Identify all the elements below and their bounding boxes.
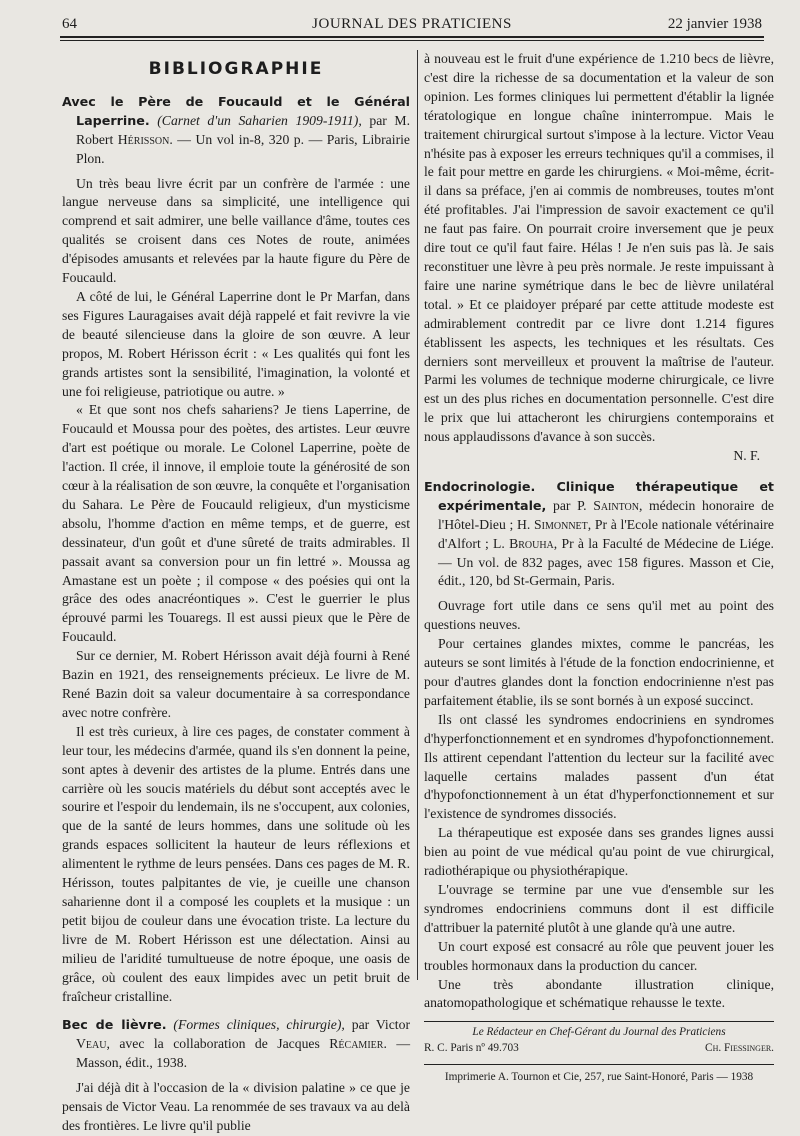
review-signature: N. F. [733,448,760,464]
paragraph: Ils ont classé les syndromes endocriniens en syndromes d'hyperfonctionnement et en syndromes d'hypofonctionnement. Ils attirent cependant l'attention du lecteur sur la facilité avec laquelle certains malades passent d'un état d'hypofonctionnement à un état d'hyperfonctionnement et sur l'existence de syndromes dissociés. [424,711,774,822]
imprint-rule [424,1021,774,1022]
paragraph-split-start: J'ai déjà dit à l'occasion de la « division palatine » ce que je pensais de Victor Veau. La renommée de ses travaux va au delà des frontières. Le livre qu'il publie [62,1080,410,1133]
left-column [62,50,410,1136]
paragraph: Il est très curieux, à lire ces pages, de constater comment à leur tour, les médecins d'armée, quand ils s'en donnent la peine, sont aptes à devenir des artistes de la plume. Entrés dans une carrière où les soucis matériels du début sont acceptés avec le sourire et l'espoir du lendemain, ils ne s'occupent, aux colonies, que de la santé de leurs hommes, dans une solitude où les grands espaces sollicitent la hauteur de leurs réflexions et alimentent le rythme de leurs pensées. Dans ces pages de M. R. Hérisson, toutes palpitantes de vie, je cueille une chanson saharienne dont il a composé les couplets et la musique : un petit bijou de couleur dans une évocation triste. La lecture du livre de M. Robert Hérisson est une délectation. Ainsi au milieu de l'aridité tumultueuse de notre époque, une oasis de grâce, où coulent des eaux limpides avec un petit bruit de fraîcheur cristalline. [62,723,410,1004]
page-number: 64 [62,16,77,32]
paragraph: Sur ce dernier, M. Robert Hérisson avait déjà fourni à René Bazin en 1921, des renseignements précieux. Le livre de M. René Bazin doit sa valeur documentaire à sa correspondance avec notre confrère. [62,648,410,720]
header-rule-thin [60,40,764,41]
issue-date: 22 janvier 1938 [667,16,762,32]
review-series: (Carnet d'un Saharien 1909-1911), [157,112,362,128]
review-details: . — Un vol in-8, 320 p. — Paris, Librairie Plon. [76,131,411,166]
review-title: Avec le Père de Foucauld et le Général Laperrine. [62,93,410,128]
review-subtitle: (Formes cliniques, chirurgie), [173,1017,345,1033]
review-author: Hérisson [117,131,170,147]
paragraph: La thérapeutique est exposée dans ses grandes lignes aussi bien au point de vue médical qu'au point de vue chirurgical, radiothérapique ou physiothérapique. [424,825,774,879]
review-heading-bec-de-lievre: Bec de lièvre. (Formes cliniques, chirurgie), par Victor Veau, avec la collaboration de Jacques Récamier. — Masson, édit., 1938. [62,1017,411,1071]
review-title: Bec de lièvre. [62,1017,167,1033]
right-column [424,50,774,1085]
section-title: BIBLIOGRAPHIE [148,59,324,79]
review-collaborator: Récamier [329,1036,384,1052]
review-author: Simonnet [534,516,588,532]
paragraph: « Et que sont nos chefs sahariens? Je tiens Laperrine, de Foucauld et Moussa pour des poètes, des artistes. Leur œuvre d'art est poétique ou morale. Le Colonel Laperrine, poète de l'action. Il crée, il innove, il emploie toute la générosité de son cœur à la réalisation de son œuvre, la conquête et l'organisation du Sahara. Le Père de Foucauld religieux, d'un mysticisme absolu, l'homme d'action en même temps, et de guerre, est dessinateur, d'un goût et d'une sûreté de traits admirables. Il passait avant sa conversion pour un fin lettré ». Moussa ag Amastane est un poète ; il compose « des poésies qui ont la grâce des odes anacréontiques ». C'est le guerrier le plus éprouvé parmi les Touaregs. Il est aussi pieux que le Père de Foucauld. [62,402,410,645]
imprint-printer: Imprimerie A. Tournon et Cie, 257, rue Saint-Honoré, Paris — 1938 [444,1071,754,1084]
paragraph: Un très beau livre écrit par un confrère de l'armée : une langue nerveuse dans sa simplicité, une intelligence qui comprend et sait admirer, une belle vaillance d'âme, toutes ces qualités se croisent dans ces Notes de route, animées d'épisodes amusants et relevées par la haute figure du Père de Foucauld. [62,175,410,286]
review-details: , Pr à la Faculté de Médecine de Liége. — Un vol. de 832 pages, avec 158 figures. Masson et Cie, édit., 120, bd St-Germain, Paris. [438,535,774,589]
paragraph: Ouvrage fort utile dans ce sens qu'il met au point des questions neuves. [424,598,774,633]
page-header [62,16,762,38]
review-title: Endocrinologie. Clinique thérapeutique et expérimentale, [424,478,774,513]
paragraph-split-end: à nouveau est le fruit d'une expérience de 1.210 becs de lièvre, c'est dire la richesse de sa documentation et la valeur de son opinion. Les formes cliniques lui permettent d'établir la lignée tératologique en longue chaîne ininterrompue. Mais le traitement chirurgical surtout s'impose à la lecture. Victor Veau n'hésite pas à exposer les erreurs techniques qu'il a commises, il le fait pour mettre en garde les chirurgiens. « Moi-même, écrit-il dans sa préface, j'en ai commis de nombreuses, toutes m'ont été profitables. J'ai l'impression de savoir exactement ce qu'il ne faut pas faire. On pourrait croire inversement que je peux dire tout ce qu'il faut faire. Hélas ! Je n'en suis pas là. Je sais reconstituer une lèvre à peu près normale. Je reste impuissant à faire une narine symétrique dans le bec de lièvre unilatéral total. » Et ce plaidoyer préparé par cette attitude modeste est admirablement contredit par ce livre dont 1.214 figures établissent les aspects, les techniques et les résultats. Ces derniers sont merveilleux et prouvent la maîtrise de l'auteur. Parmi les volumes de technique moderne chirurgicale, ce livre est un des plus riches en documentation personnelle. C'est dire le prix que lui attacheront les chirurgiens contemporains et nous applaudissons d'avance à son succès. [424,51,774,445]
paragraph: A côté de lui, le Général Laperrine dont le Pr Marfan, dans ses Figures Lauragaises avait déjà rappelé et fait revivre la vie de beauté silencieuse dans la gloire de son œuvre. A leur propos, M. Robert Hérisson écrit : « Les qualités qui font les grands artistes sont la sensibilité, l'imagination, la volonté et une foi religieuse, patriotique ou autre. » [62,288,410,399]
review-heading-endocrinologie: Endocrinologie. Clinique thérapeutique et expérimentale, par P. Sainton, médecin honoraire de l'Hôtel-Dieu ; H. Simonnet, Pr à l'Ecole nationale vétérinaire d'Alfort ; L. Brouha, Pr à la Faculté de Médecine de Liége. — Un vol. de 832 pages, avec 158 figures. Masson et Cie, édit., 120, bd St-Germain, Paris. [424,478,775,589]
imprint-editor-line: Le Rédacteur en Chef-Gérant du Journal des Praticiens [472,1026,726,1039]
review-author: Brouha [509,535,554,551]
paragraph: Pour certaines glandes mixtes, comme le pancréas, les auteurs se sont limités à l'étude de la fonction endocrinienne, et pour d'autres glandes dont la fonction endocrinienne n'est pas parfaitement établie, ils se sont bornés à un exposé succinct. [424,636,774,708]
paragraph: Une très abondante illustration clinique, anatomopathologique et schématique rehausse le texte. [424,976,774,1011]
review-heading-foucauld: Avec le Père de Foucauld et le Général Laperrine. (Carnet d'un Saharien 1909-1911), par M. Robert Hérisson. — Un vol in-8, 320 p. — Paris, Librairie Plon. [62,93,411,166]
paragraph: Un court exposé est consacré au rôle que peuvent jouer les troubles hormonaux dans la production du cancer. [424,938,774,973]
journal-title: JOURNAL DES PRATICIENS [312,16,512,32]
review-author: Veau [76,1036,107,1052]
review-details: . — Masson, édit., 1938. [76,1036,411,1071]
paragraph: L'ouvrage se termine par une vue d'ensemble sur les syndromes endocriniens communs dont il est difficile d'attribuer la paternité plutôt à une glande qu'à une autre. [424,881,774,935]
review-author: Sainton [593,497,639,513]
imprint [424,1024,774,1085]
column-divider [417,50,418,980]
header-rule [60,36,764,38]
imprint-editor-name: Ch. Fiessinger. [705,1042,774,1055]
imprint-rc: R. C. Paris nº 49.703 [424,1042,519,1055]
